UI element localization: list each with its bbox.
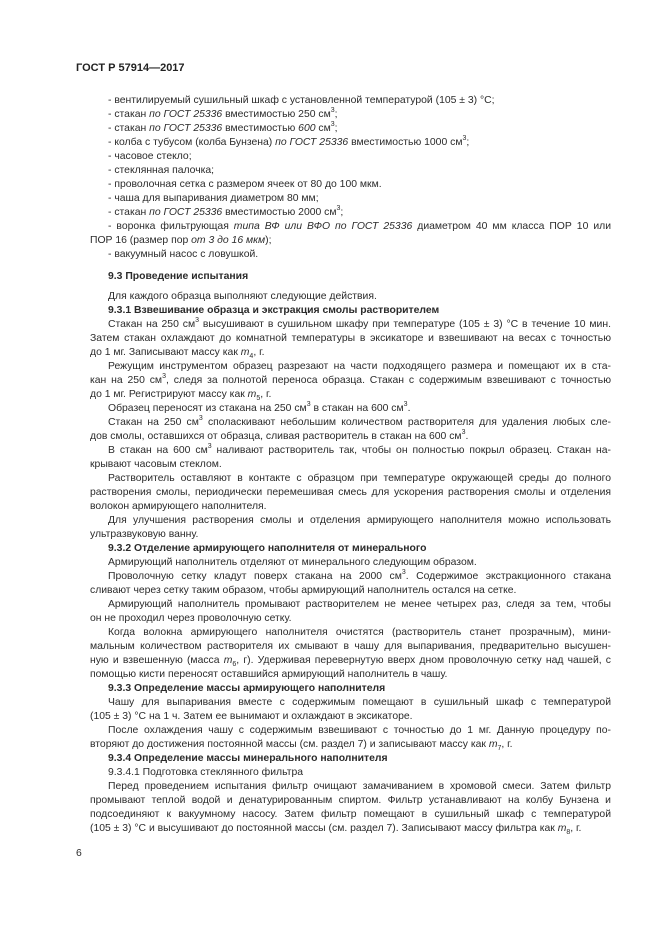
paragraph-line: мальным количеством растворителя их смывают в чашу для выпаривания, предварительно высушен-: [90, 641, 611, 652]
paragraph: Для каждого образца выполняют следующие действия.: [108, 291, 377, 302]
equipment-item-continued: ПОР 16 (размер пор от 3 до 16 мкм);: [90, 235, 272, 246]
paragraph-line: Стакан на 250 $см^3$ высушивают в сушильном шкафу при температуре (105 ± 3) °С в течение 10 мин.: [108, 316, 611, 330]
equipment-item: - воронка фильтрующая типа ВФ или ВФО по ГОСТ 25336 диаметром 40 мм класса ПОР 10 или: [108, 221, 611, 232]
paragraph-line: волокон армирующего наполнителя.: [90, 501, 267, 512]
paragraph-line: ную и взвешенную (масса $m_6$, г). Удерживая перевернутую вверх дном проволочную сетку над чашей, с: [90, 655, 611, 669]
equipment-item: - часовое стекло;: [108, 151, 192, 162]
document-header: ГОСТ Р 57914—2017: [76, 62, 185, 74]
paragraph-line: дов смолы, оставшихся от образца, сливая растворитель в стакан на 600 $см^3$.: [90, 428, 469, 442]
section-heading-9-3-2: 9.3.2 Отделение армирующего наполнителя от минерального: [108, 543, 427, 554]
equipment-item: - стакан по ГОСТ 25336 вместимостью 600 $см^3$;: [108, 120, 338, 134]
section-heading-9-3-4-1: 9.3.4.1 Подготовка стеклянного фильтра: [108, 767, 304, 778]
paragraph-line: Стакан на 250 $см^3$ споласкивают небольшим количеством растворителя для удаления любых сле-: [108, 414, 611, 428]
paragraph-line: помощью кисти переносят оставшийся армирующий наполнитель в чашу.: [90, 669, 448, 680]
paragraph-line: Армирующий наполнитель промывают растворителем не менее четырех раз, следя за тем, чтобы: [108, 599, 611, 610]
paragraph-line: сливают через сетку таким образом, чтобы армирующий наполнитель остался на сетке.: [90, 585, 517, 596]
paragraph-line: кан на 250 $см^3$, следя за полнотой переноса образца. Стакан с содержимым взвешивают с точностью: [90, 372, 611, 386]
paragraph-line: Проволочную сетку кладут поверх стакана на 2000 $см^3$. Содержимое экстракционного стакана: [108, 568, 611, 582]
paragraph-line: (105 ± 3) °С на 1 ч. Затем ее вынимают и охлаждают в эксикаторе.: [90, 711, 413, 722]
paragraph-line: Образец переносят из стакана на 250 $см^3$ в стакан на 600 $см^3$.: [108, 400, 411, 414]
paragraph-line: растворения смолы, периодически перемешивая смесь для ускорения растворения смолы и отделения: [90, 487, 611, 498]
paragraph-line: он не проходил через проволочную сетку.: [90, 613, 292, 624]
section-heading-9-3-4: 9.3.4 Определение массы минерального наполнителя: [108, 753, 388, 764]
paragraph-line: до 1 мг. Регистрируют массу как $m_5$, г.: [90, 389, 272, 403]
page-number: 6: [76, 848, 82, 859]
paragraph-line: После охлаждения чашу с содержимым взвешивают с точностью до 1 мг. Данную процедуру по-: [108, 725, 611, 736]
paragraph-line: крывают часовым стеклом.: [90, 459, 222, 470]
paragraph-line: Для улучшения растворения смолы и отделения армирующего наполнителя можно использовать: [108, 515, 611, 526]
paragraph-line: (105 ± 3) °С и высушивают до постоянной массы (см. раздел 7). Записывают массу фильтра как $m_8$, г.: [90, 823, 582, 837]
equipment-item: - вентилируемый сушильный шкаф с установленной температурой (105 ± 3) °С;: [108, 95, 495, 106]
paragraph-line: Режущим инструментом образец разрезают на части подходящего размера и помещают их в ста-: [108, 361, 611, 372]
paragraph-line: Растворитель оставляют в контакте с образцом при температуре окружающей среды до полного: [108, 473, 611, 484]
paragraph-line: Армирующий наполнитель отделяют от минерального следующим образом.: [108, 557, 477, 568]
equipment-item: - колба с тубусом (колба Бунзена) по ГОСТ 25336 вместимостью 1000 $см^3$;: [108, 134, 470, 148]
equipment-item: - вакуумный насос с ловушкой.: [108, 249, 259, 260]
paragraph-line: Чашу для выпаривания вместе с содержимым помещают в сушильный шкаф с температурой: [108, 697, 611, 708]
paragraph-line: ультразвуковую ванну.: [90, 529, 199, 540]
section-heading-9-3-1: 9.3.1 Взвешивание образца и экстракция смолы растворителем: [108, 305, 440, 316]
section-heading-9-3: 9.3 Проведение испытания: [108, 271, 249, 282]
paragraph-line: Перед проведением испытания фильтр очищают замачиванием в хромовой смеси. Затем фильтр: [108, 781, 611, 792]
paragraph-line: вторяют до достижения постоянной массы (см. раздел 7) и записывают массу как $m_7$, г.: [90, 739, 513, 753]
paragraph-line: промывают теплой водой и денатурированным спиртом. Фильтр устанавливают на колбу Бунзена и: [90, 795, 611, 806]
paragraph-line: В стакан на 600 $см^3$ наливают растворитель так, чтобы он полностью покрыл образец. Стакан на-: [108, 442, 611, 456]
equipment-item: - проволочная сетка с размером ячеек от 80 до 100 мкм.: [108, 179, 382, 190]
equipment-item: - чаша для выпаривания диаметром 80 мм;: [108, 193, 319, 204]
equipment-item: - стакан по ГОСТ 25336 вместимостью 2000 $см^3$;: [108, 204, 344, 218]
equipment-item: - стеклянная палочка;: [108, 165, 215, 176]
section-heading-9-3-3: 9.3.3 Определение массы армирующего наполнителя: [108, 683, 386, 694]
equipment-item: - стакан по ГОСТ 25336 вместимостью 250 $см^3$;: [108, 106, 338, 120]
paragraph-line: Затем стакан охлаждают до комнатной температуры в эксикаторе и взвешивают на весах с точностью: [90, 333, 611, 344]
paragraph-line: подсоединяют к вакуумному насосу. Затем фильтр помещают в сушильный шкаф с температурой: [90, 809, 611, 820]
paragraph-line: до 1 мг. Записывают массу как $m_4$, г.: [90, 347, 265, 361]
paragraph-line: Когда волокна армирующего наполнителя очистятся (растворитель станет прозрачным), мини-: [108, 627, 611, 638]
